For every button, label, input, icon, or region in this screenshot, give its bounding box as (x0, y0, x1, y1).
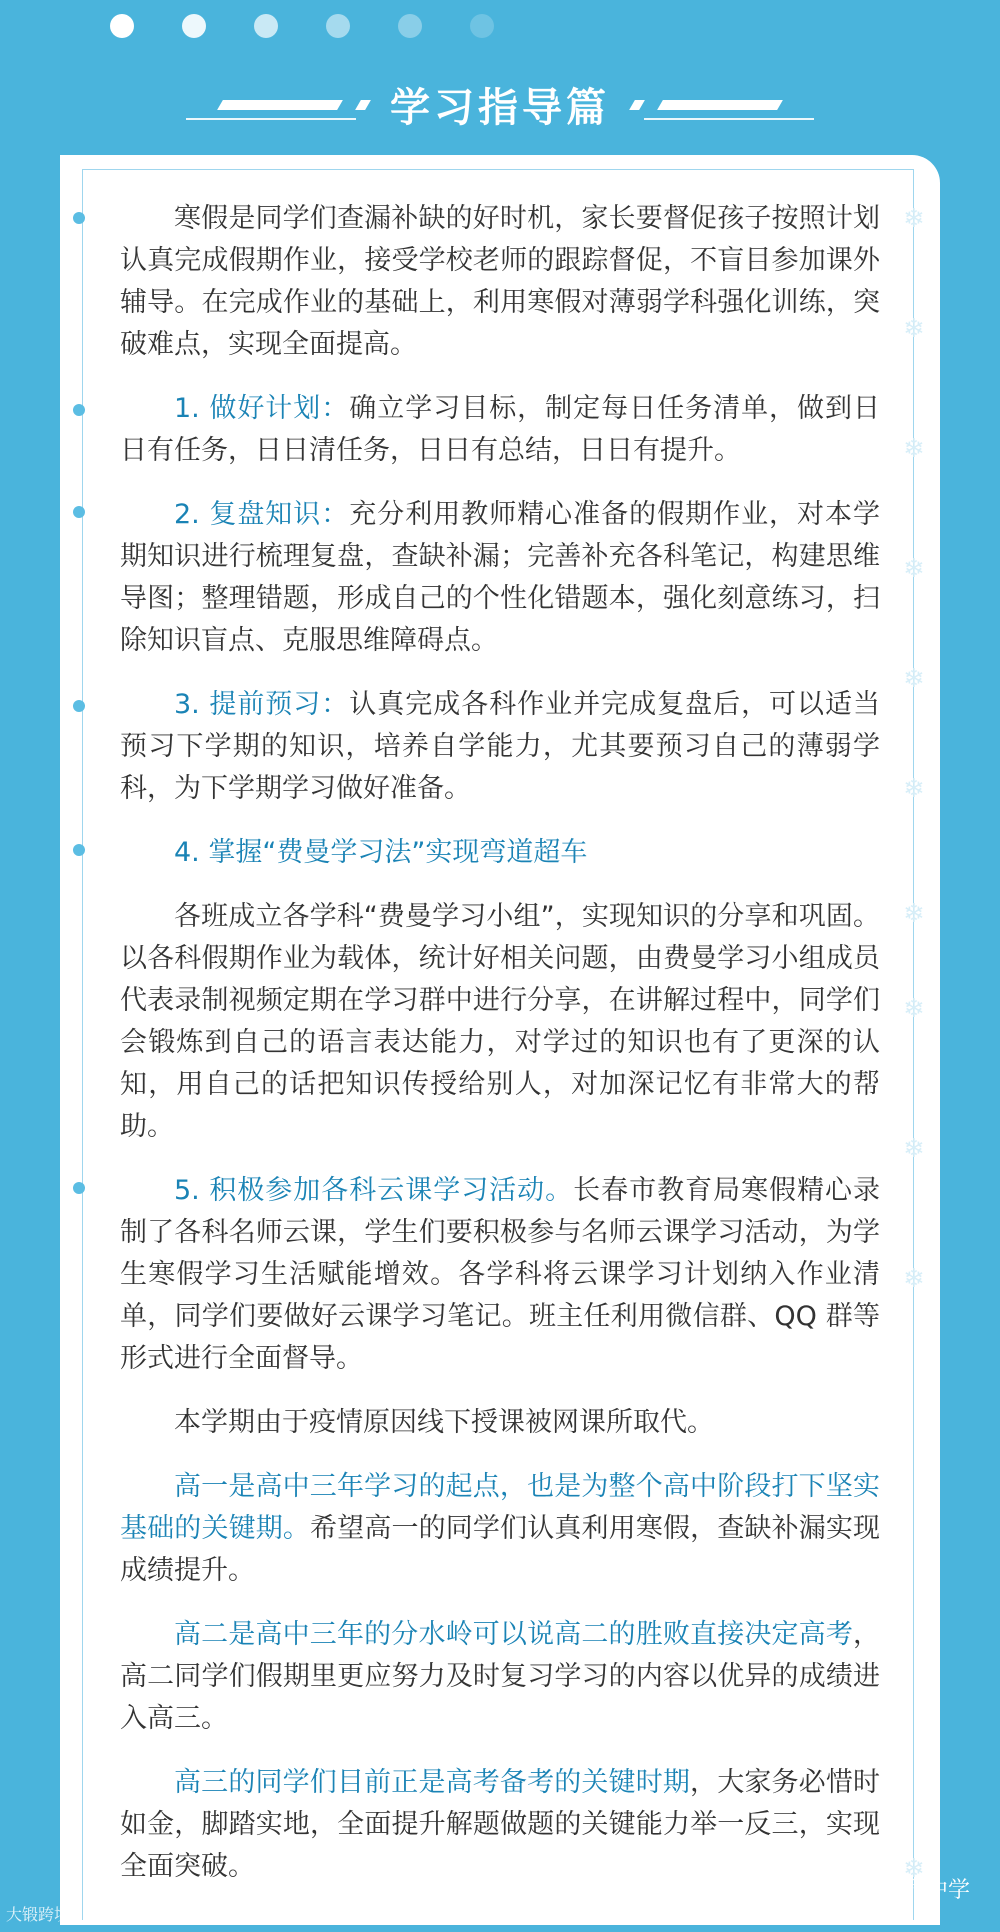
snowflake-icon: ❄ (903, 774, 925, 804)
paragraph-heading: 1. 做好计划： (174, 393, 350, 424)
paragraph-intro (120, 198, 880, 366)
account-signature (791, 1873, 970, 1904)
paragraph-text: 各班成立各学科“费曼学习小组”，实现知识的分享和巩固。以各科假期作业为载体，统计好相关问题，由费曼学习小组成员代表录制视频定期在学习群中进行分享，在讲解过程中，同学们会锻炼到自己的语言表达能力，对学过的知识也有了更深的认知，用自己的话把知识传授给别人，对加深记忆有非常大的帮助。 (120, 901, 880, 1142)
paragraph-text: ，高二同学们假期里更应努力及时复习学习的内容以优异的成绩进入高三。 (120, 1619, 880, 1734)
paragraph-text: 确立学习目标，制定每日任务清单，做到日日有任务，日日清任务，日日有总结，日日有提升。 (120, 393, 881, 466)
bullet-dot (73, 700, 85, 712)
paragraph-preview (120, 684, 880, 810)
paragraph-text: 希望高一的同学们认真利用寒假，查缺补漏实现成绩提升。 (120, 1513, 881, 1586)
bullet-dot (73, 1182, 85, 1194)
article-body (120, 198, 880, 1910)
snowflake-icon: ❄ (903, 1134, 925, 1164)
paragraph-heading: 3. 提前预习： (174, 689, 350, 720)
paragraph-heading: 2. 复盘知识： (174, 499, 350, 530)
paragraph-grade-1 (120, 1466, 880, 1592)
dot (326, 14, 350, 38)
paragraph-heading: 高二是高中三年的分水岭可以说高二的胜败直接决定高考 (174, 1619, 853, 1650)
paragraph-cloud-class (120, 1170, 880, 1380)
bullet-dot (73, 404, 85, 416)
dot (110, 14, 134, 38)
paragraph-feynman-heading (120, 832, 880, 874)
paragraph-grade-3 (120, 1762, 880, 1888)
snowflake-icon: ❄ (903, 899, 925, 929)
paragraph-text: 充分利用教师精心准备的假期作业，对本学期知识进行梳理复盘，查缺补漏；完善补充各科笔记，构建思维导图；整理错题，形成自己的个性化错题本，强化刻意练习，扫除知识盲点、克服思维障碍点。 (120, 499, 881, 656)
page-title: 学习指导篇 (390, 85, 610, 131)
bullet-dot (73, 506, 85, 518)
snowflake-icon: ❄ (903, 994, 925, 1024)
dot (470, 14, 494, 38)
paragraph-text: 本学期由于疫情原因线下授课被网课所取代。 (174, 1407, 714, 1438)
snowflake-icon: ❄ (903, 314, 925, 344)
paragraph-text: ，大家务必惜时如金，脚踏实地，全面提升解题做题的关键能力举一反三，实现全面突破。 (120, 1767, 881, 1882)
snowflake-icon: ❄ (903, 204, 925, 234)
wechat-icon: ◉ (790, 1876, 808, 1901)
section-header (180, 72, 820, 132)
snowflake-icon: ❄ (903, 554, 925, 584)
paragraph-feynman (120, 896, 880, 1148)
paragraph-heading: 高一是高中三年学习的起点，也是为整个高中阶段打下坚实基础的关键期。 (120, 1471, 880, 1544)
snowflake-icon: ❄ (903, 664, 925, 694)
header-bar-right (657, 100, 783, 110)
snowflake-icon: ❄ (903, 1854, 925, 1884)
paragraph-heading: 5. 积极参加各科云课学习活动。 (174, 1175, 574, 1206)
paragraph-heading: 4. 掌握“费曼学习法”实现弯道超车 (174, 837, 588, 868)
bullet-dot (73, 212, 85, 224)
paragraph-heading: 高三的同学们目前正是高考备考的关键时期 (174, 1767, 691, 1798)
paragraph-grade-2 (120, 1614, 880, 1740)
dot (182, 14, 206, 38)
account-name: 长春市第六中学 (815, 1878, 970, 1903)
paragraph-text: 寒假是同学们查漏补缺的好时机，家长要督促孩子按照计划认真完成假期作业，接受学校老师的跟踪督促，不盲目参加课外辅导。在完成作业的基础上，利用寒假对薄弱学科强化训练，突破难点，实现全面提高。 (120, 203, 880, 360)
paragraph-text: 认真完成各科作业并完成复盘后，可以适当预习下学期的知识，培养自学能力，尤其要预习自己的薄弱学科，为下学期学习做好准备。 (120, 689, 881, 804)
paragraph-text: 长春市教育局寒假精心录制了各科名师云课，学生们要积极参与名师云课学习活动，为学生寒假学习生活赋能增效。各学科将云课学习计划纳入作业清单，同学们要做好云课学习笔记。班主任利用微信群、QQ 群等形式进行全面督导。 (120, 1175, 881, 1374)
dot (254, 14, 278, 38)
decorative-dots (110, 14, 494, 38)
snowflake-icon: ❄ (903, 434, 925, 464)
bullet-dot (73, 844, 85, 856)
paragraph-review (120, 494, 880, 662)
snowflake-icon: ❄ (903, 1264, 925, 1294)
header-line-right (644, 118, 814, 120)
paragraph-plan (120, 388, 880, 472)
dot (398, 14, 422, 38)
paragraph-semester (120, 1402, 880, 1444)
watermark: 大锻跨境 (6, 1905, 71, 1924)
